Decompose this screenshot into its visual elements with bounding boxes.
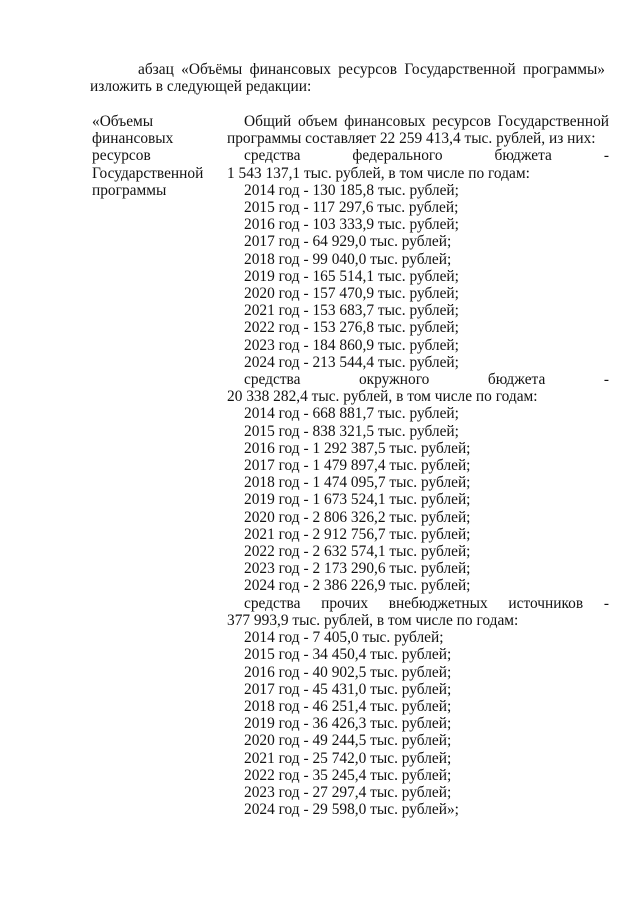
source-heading-word: бюджета [494, 147, 552, 165]
source-heading-word: средства [244, 371, 301, 389]
intro-line-2: изложить в следующей редакции: [90, 78, 312, 96]
year-amount-line: 2022 год - 2 632 574,1 тыс. рублей; [244, 543, 471, 561]
row-label-line: «Объемы [92, 113, 154, 130]
year-amount-line: 2022 год - 153 276,8 тыс. рублей; [244, 319, 459, 337]
source-heading-word: бюджета [487, 371, 546, 389]
total-line-1: Общий объем финансовых ресурсов Государственной [244, 113, 609, 130]
source-amount-line: 377 993,9 тыс. рублей, в том числе по годам: [227, 611, 519, 629]
source-heading-word: внебюджетных [388, 594, 488, 612]
year-amount-line: 2024 год - 29 598,0 тыс. рублей»; [244, 801, 459, 819]
year-amount-line: 2022 год - 35 245,4 тыс. рублей; [244, 766, 452, 784]
year-amount-line: 2023 год - 2 173 290,6 тыс. рублей; [244, 560, 471, 578]
year-amount-line: 2023 год - 27 297,4 тыс. рублей; [244, 783, 452, 801]
year-amount-line: 2014 год - 7 405,0 тыс. рублей; [244, 629, 444, 647]
year-amount-line: 2018 год - 1 474 095,7 тыс. рублей; [244, 474, 471, 492]
source-heading [227, 371, 609, 388]
year-amount-line: 2024 год - 2 386 226,9 тыс. рублей; [244, 577, 471, 595]
year-amount-line: 2015 год - 838 321,5 тыс. рублей; [244, 422, 459, 440]
year-amount-line: 2021 год - 25 742,0 тыс. рублей; [244, 749, 452, 767]
year-amount-line: 2017 год - 64 929,0 тыс. рублей; [244, 233, 452, 251]
year-amount-line: 2023 год - 184 860,9 тыс. рублей; [244, 336, 459, 354]
year-amount-line: 2021 год - 2 912 756,7 тыс. рублей; [244, 525, 471, 543]
row-value-column [227, 113, 609, 818]
source-amount-line: 20 338 282,4 тыс. рублей, в том числе по годам: [227, 388, 538, 406]
year-amount-line: 2018 год - 46 251,4 тыс. рублей; [244, 697, 452, 715]
row-label-line: Государственной [92, 164, 204, 182]
source-block [227, 147, 609, 818]
year-amount-line: 2020 год - 157 470,9 тыс. рублей; [244, 285, 459, 303]
year-amount-line: 2016 год - 40 902,5 тыс. рублей; [244, 663, 452, 681]
year-amount-line: 2019 год - 1 673 524,1 тыс. рублей; [244, 491, 471, 509]
year-amount-line: 2019 год - 36 426,3 тыс. рублей; [244, 715, 452, 733]
source-heading-word: средства [244, 594, 301, 612]
year-amount-line: 2019 год - 165 514,1 тыс. рублей; [244, 267, 459, 285]
year-amount-line: 2020 год - 49 244,5 тыс. рублей; [244, 732, 452, 750]
year-amount-line: 2016 год - 103 333,9 тыс. рублей; [244, 216, 459, 234]
year-amount-line: 2017 год - 45 431,0 тыс. рублей; [244, 680, 452, 698]
year-amount-line: 2015 год - 117 297,6 тыс. рублей; [244, 199, 459, 217]
year-amount-line: 2014 год - 668 881,7 тыс. рублей; [244, 405, 459, 423]
row-label-line: программы [92, 181, 167, 199]
year-amount-line: 2020 год - 2 806 326,2 тыс. рублей; [244, 508, 471, 526]
source-heading-word: окружного [358, 371, 430, 389]
year-amount-line: 2018 год - 99 040,0 тыс. рублей; [244, 250, 452, 268]
source-heading-word: - [603, 147, 609, 165]
source-heading-word: федерального [352, 147, 443, 165]
year-amount-line: 2017 год - 1 479 897,4 тыс. рублей; [244, 457, 471, 475]
source-heading-word: - [603, 594, 609, 612]
source-amount-line: 1 543 137,1 тыс. рублей, в том числе по годам: [227, 164, 530, 182]
source-heading [227, 147, 609, 164]
source-heading-word: источников [508, 594, 584, 612]
source-heading [227, 595, 609, 612]
source-heading-word: - [603, 371, 609, 389]
year-amount-line: 2021 год - 153 683,7 тыс. рублей; [244, 302, 459, 320]
year-amount-line: 2024 год - 213 544,4 тыс. рублей; [244, 353, 459, 371]
intro-paragraph [90, 61, 605, 95]
row-label-line: финансовых [92, 130, 174, 148]
intro-line-1: абзац «Объёмы финансовых ресурсов Государственной программы» [138, 61, 605, 78]
row-label-column [92, 113, 217, 199]
source-heading-word: прочих [321, 594, 369, 612]
year-amount-line: 2014 год - 130 185,8 тыс. рублей; [244, 181, 459, 199]
row-label-line: ресурсов [92, 147, 151, 165]
year-amount-line: 2015 год - 34 450,4 тыс. рублей; [244, 646, 452, 664]
year-amount-line: 2016 год - 1 292 387,5 тыс. рублей; [244, 439, 471, 457]
source-heading-word: средства [244, 147, 301, 165]
total-line-2: программы составляет 22 259 413,4 тыс. рублей, из них: [227, 130, 596, 148]
